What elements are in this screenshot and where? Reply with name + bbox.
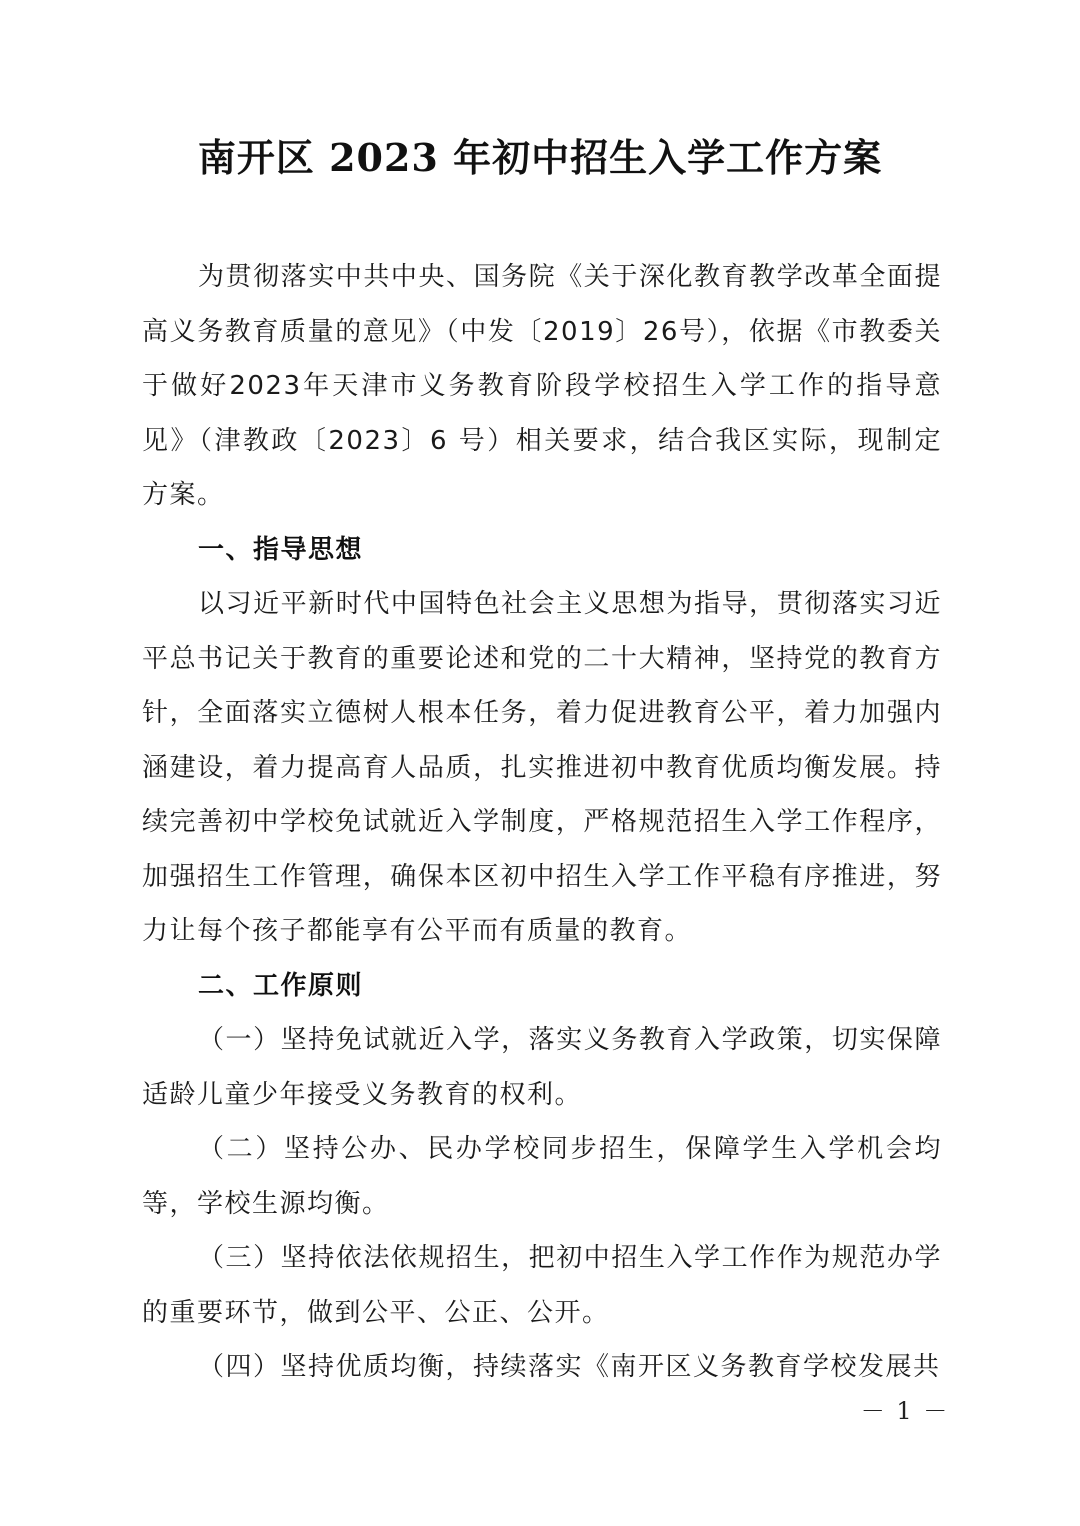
section-heading-work-principles: 二、工作原则 — [198, 970, 364, 1001]
principle-item-4: （四）坚持优质均衡，持续落实《南开区义务教育学校发展共 — [198, 1352, 941, 1382]
principle-item-1: （一）坚持免试就近入学，落实义务教育入学政策，切实保障适龄儿童少年接受义务教育的权利。 — [142, 1025, 942, 1110]
section-heading-guiding-ideology: 一、指导思想 — [198, 534, 364, 565]
principle-item-3: （三）坚持依法依规招生，把初中招生入学工作作为规范办学的重要环节，做到公平、公正、公开。 — [142, 1243, 942, 1328]
document-title: 南开区 2023 年初中招生入学工作方案 — [197, 135, 883, 180]
guiding-ideology-paragraph: 以习近平新时代中国特色社会主义思想为指导，贯彻落实习近平总书记关于教育的重要论述和党的二十大精神，坚持党的教育方针，全面落实立德树人根本任务，着力促进教育公平，着力加强内涵建设，着力提高育人品质，扎实推进初中教育优质均衡发展。持续完善初中学校免试就近入学制度，严格规范招生入学工作程序，加强招生工作管理，确保本区初中招生入学工作平稳有序推进，努力让每个孩子都能享有公平而有质量的教育。 — [142, 589, 942, 946]
document-body — [142, 250, 942, 1395]
intro-paragraph: 为贯彻落实中共中央、国务院《关于深化教育教学改革全面提高义务教育质量的意见》（中发〔2019〕26号），依据《市教委关于做好2023年天津市义务教育阶段学校招生入学工作的指导意见》（津教政〔2023〕6 号）相关要求，结合我区实际，现制定方案。 — [142, 262, 942, 510]
principle-item-2: （二）坚持公办、民办学校同步招生，保障学生入学机会均等，学校生源均衡。 — [142, 1134, 942, 1219]
page-number: － 1 － — [860, 1397, 950, 1425]
